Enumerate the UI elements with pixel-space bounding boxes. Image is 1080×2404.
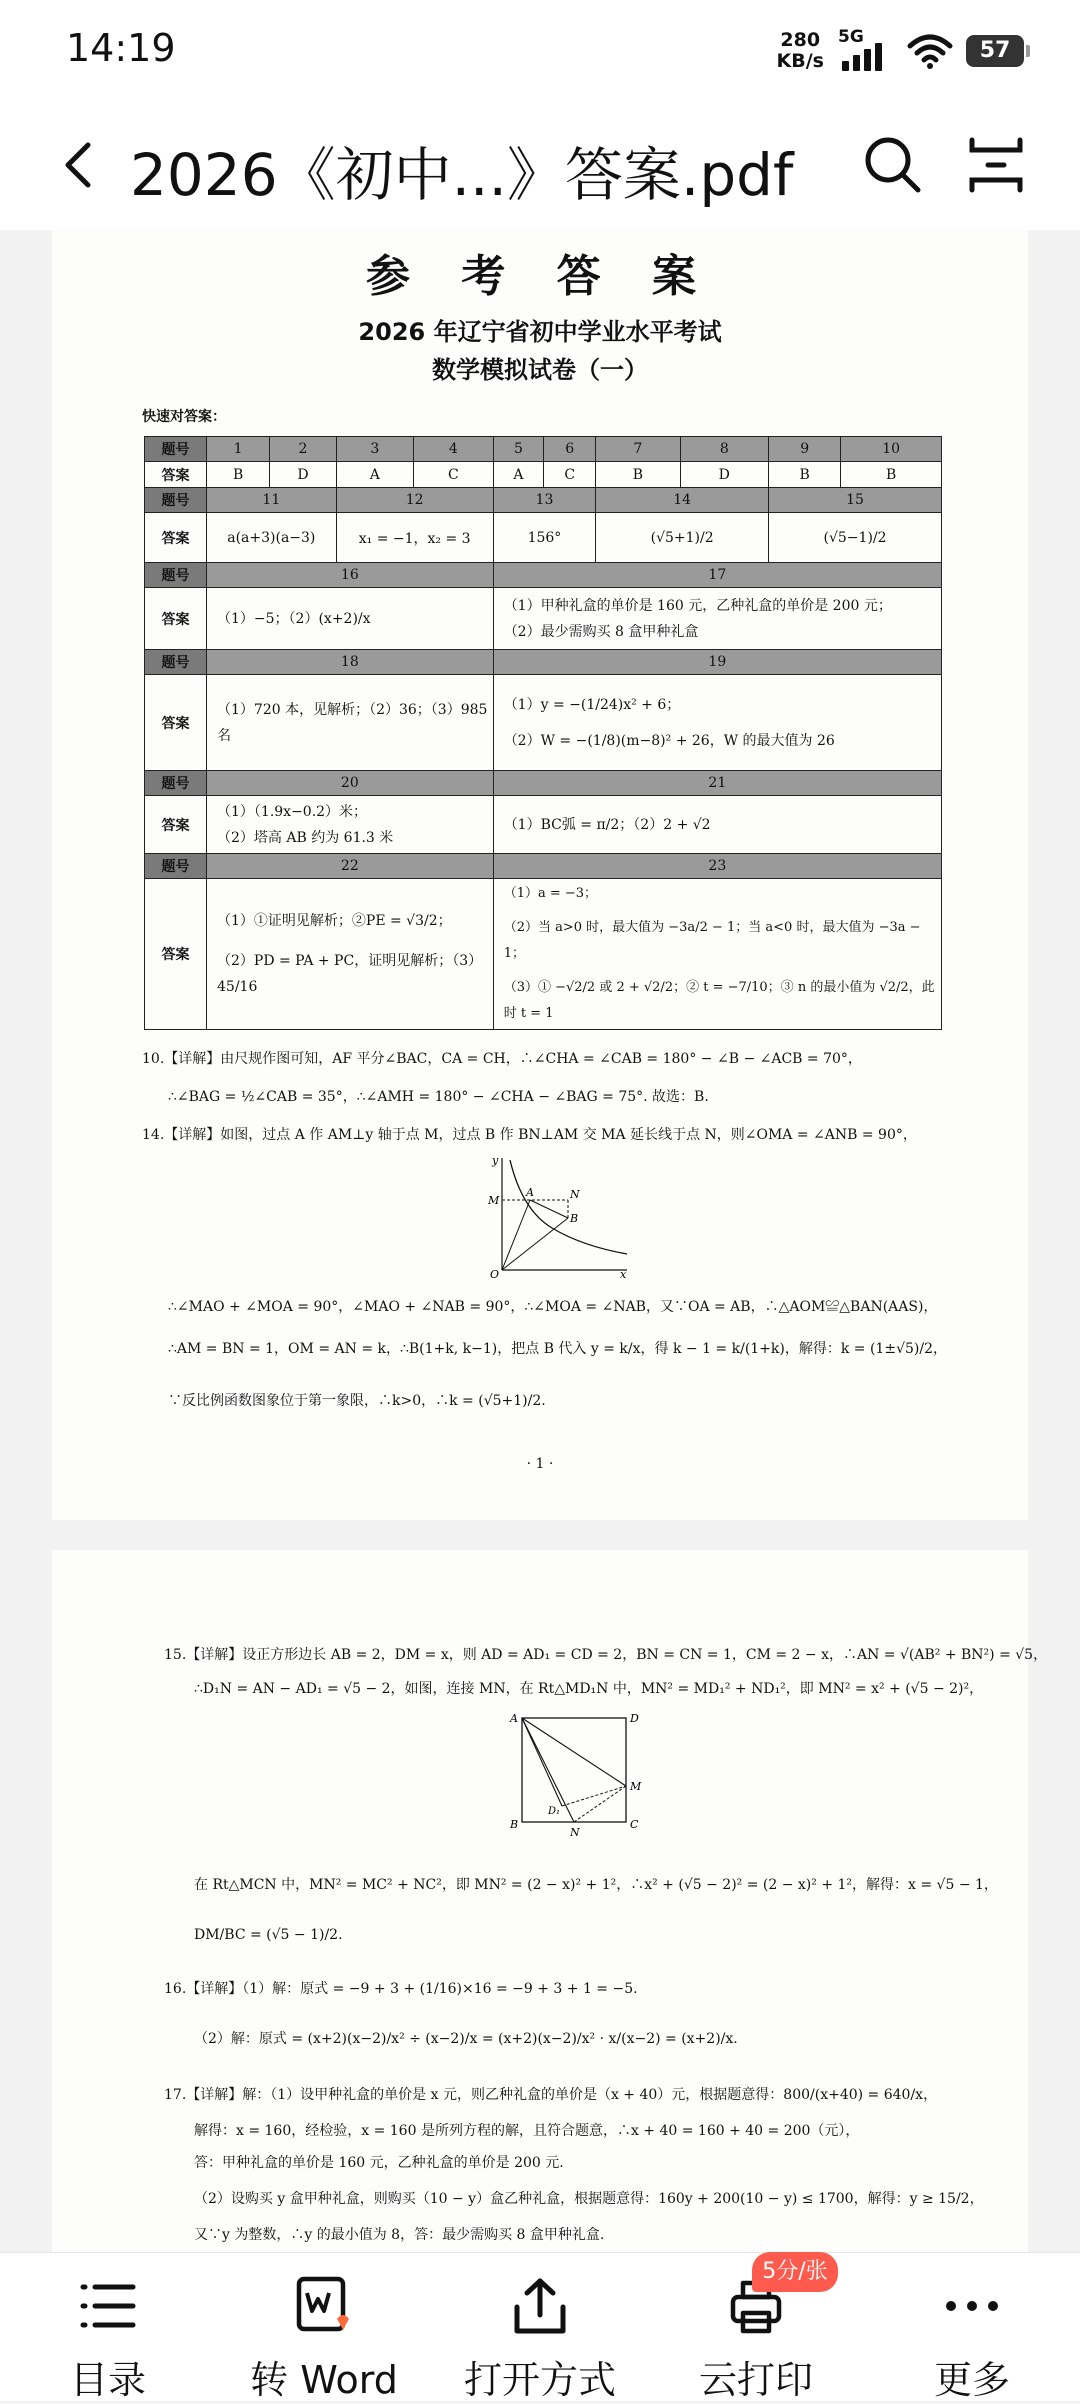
svg-text:D: D	[630, 1712, 639, 1725]
price-badge: 5分/张	[752, 2252, 838, 2292]
figure-15-square	[502, 1710, 642, 1840]
svg-text:D₁: D₁	[548, 1806, 561, 1817]
list-icon	[75, 2273, 141, 2339]
status-bar	[0, 0, 1080, 100]
toolbar-contents-button[interactable]: 目录	[8, 2253, 208, 2402]
solution-14-line-2: ∴∠MAO + ∠MOA = 90°，∠MAO + ∠NAB = 90°，∴∠MOA = ∠NAB，又∵OA = AB，∴△AOM≌△BAN(AAS)，	[168, 1299, 938, 1315]
table-row: 题号 16 17	[145, 563, 942, 588]
solution-14-line-4: ∵反比例函数图象位于第一象限，∴k>0，∴k = (√5+1)/2.	[168, 1393, 546, 1409]
svg-text:O: O	[490, 1268, 500, 1281]
document-title: 2026《初中...》答案.pdf	[130, 141, 794, 209]
answer-table	[144, 436, 942, 1030]
search-button[interactable]	[860, 132, 924, 196]
svg-text:B: B	[510, 1818, 519, 1831]
wifi-icon	[908, 32, 952, 70]
table-row: 答案 （1）720 本，见解析；（2）36；（3）985 名 （1）y = −(1/24)x² + 6； （2）W = −(1/8)(m−8)² + 26，W 的最大值为 26	[145, 675, 942, 771]
back-button[interactable]	[50, 135, 110, 195]
table-row: 答案 （1）①证明见解析；②PE = √3/2； （2）PD = PA + PC，证明见解析；（3）45/16 （1）a = −3； （2）当 a>0 时，最大值为 −3a/2 − 1；当 a<0 时，最大值为 −3a − 1； （3）① −√2/2 或 2 + √2/2；② t = −7/10；③ n 的最小值为 √2/2，此时 t = 1	[145, 879, 942, 1030]
svg-text:A: A	[510, 1712, 518, 1725]
svg-text:y: y	[492, 1154, 499, 1167]
table-row: 答案 a(a+3)(a−3) x₁ = −1，x₂ = 3 156° (√5+1)/2 (√5−1)/2	[145, 513, 942, 563]
solution-10-line-1: 10.【详解】由尺规作图可知，AF 平分∠BAC，CA = CH，∴∠CHA = ∠CAB = 180° − ∠B − ∠ACB = 70°，	[142, 1051, 862, 1067]
table-row: 题号 20 21	[145, 771, 942, 796]
solution-16-line-1: 16.【详解】（1）解：原式 = −9 + 3 + (1/16)×16 = −9 + 3 + 1 = −5.	[164, 1981, 638, 1997]
page-heading: 参 考 答 案	[366, 251, 714, 302]
solution-15-line-2: ∴D₁N = AN − AD₁ = √5 − 2，如图，连接 MN，在 Rt△MD₁N 中，MN² = MD₁² + ND₁²，即 MN² = x² + (√5 − 2)²，	[194, 1681, 984, 1697]
exam-subtitle: 数学模拟试卷（一）	[432, 356, 648, 384]
solution-10-line-2: ∴∠BAG = ½∠CAB = 35°，∴∠AMH = 180° − ∠CHA − ∠BAG = 75°. 故选：B.	[168, 1089, 709, 1105]
solution-15-line-4: DM/BC = (√5 − 1)/2.	[194, 1927, 343, 1943]
signal-icon	[838, 27, 894, 71]
solution-14-line-3: ∴AM = BN = 1，OM = AN = k，∴B(1+k, k−1)，把点 B 代入 y = k/x，得 k − 1 = k/(1+k)，解得：k = (1±√5)/2，	[168, 1341, 947, 1357]
toolbar-cloud-print-button[interactable]: 云打印	[656, 2253, 856, 2402]
expand-icon	[972, 140, 1020, 190]
network-speed: 280 KB/s	[776, 29, 824, 72]
table-row: 答案 B D A C A C B D B B	[145, 462, 942, 488]
table-row: 题号 1 2 3 4 5 6 7 8 9 10	[145, 437, 942, 462]
solution-17-line-3: 答：甲种礼盒的单价是 160 元，乙种礼盒的单价是 200 元.	[194, 2155, 564, 2171]
toolbar-to-word-button[interactable]: 转 Word	[224, 2253, 424, 2402]
quick-answer-label: 快速对答案：	[142, 409, 226, 425]
page-number: · 1 ·	[526, 1456, 554, 1472]
table-row: 答案 （1）（1.9x−0.2）米； （2）塔高 AB 约为 61.3 米 （1）BC弧 = π/2；（2）2 + √2	[145, 796, 942, 854]
svg-text:N: N	[570, 1188, 580, 1201]
status-icons	[777, 26, 1024, 76]
more-icon	[939, 2273, 1005, 2339]
svg-text:M: M	[488, 1194, 500, 1207]
solution-15-line-1: 15.【详解】设正方形边长 AB = 2，DM = x，则 AD = AD₁ = CD = 2，BN = CN = 1，CM = 2 − x，∴AN = √(AB² + BN²) = √5，	[164, 1647, 1048, 1663]
table-row: 答案 （1）−5；（2）(x+2)/x （1）甲种礼盒的单价是 160 元，乙种礼盒的单价是 200 元； （2）最少需购买 8 盒甲种礼盒	[145, 588, 942, 650]
svg-text:M: M	[630, 1780, 642, 1793]
solution-17-line-4: （2）设购买 y 盒甲种礼盒，则购买（10 − y）盒乙种礼盒，根据题意得：160y + 200(10 − y) ≤ 1700，解得：y ≥ 15/2，	[194, 2191, 984, 2207]
pdf-page-1	[52, 230, 1028, 1520]
solution-14-line-1: 14.【详解】如图，过点 A 作 AM⊥y 轴于点 M，过点 B 作 BN⊥AM 交 MA 延长线于点 N，则∠OMA = ∠ANB = 90°，	[142, 1127, 917, 1143]
solution-16-line-2: （2）解：原式 = (x+2)(x−2)/x² ÷ (x−2)/x = (x+2)(x−2)/x² · x/(x−2) = (x+2)/x.	[194, 2031, 738, 2047]
solution-17-line-1: 17.【详解】解：（1）设甲种礼盒的单价是 x 元，则乙种礼盒的单价是（x + 40）元，根据题意得：800/(x+40) = 640/x，	[164, 2087, 938, 2103]
table-row: 题号 11 12 13 14 15	[145, 488, 942, 513]
share-icon	[507, 2273, 573, 2339]
solution-15-line-3: 在 Rt△MCN 中，MN² = MC² + NC²，即 MN² = (2 − x)² + 1²，∴x² + (√5 − 2)² = (2 − x)² + 1²，解得：x = √5 − 1，	[194, 1877, 998, 1893]
pdf-viewer[interactable]	[0, 230, 1080, 2252]
network-type: 5G	[838, 27, 864, 47]
svg-text:A: A	[526, 1186, 534, 1199]
expand-button[interactable]	[966, 136, 1026, 194]
svg-text:x: x	[620, 1268, 627, 1281]
toolbar-open-with-button[interactable]: 打开方式	[440, 2253, 640, 2402]
svg-text:B: B	[570, 1212, 579, 1225]
search-icon	[868, 140, 918, 190]
table-row: 题号 18 19	[145, 650, 942, 675]
figure-14-graph	[482, 1150, 632, 1280]
title-bar	[0, 100, 1080, 230]
battery-icon: 57	[966, 35, 1024, 67]
solution-17-line-5: 又∵y 为整数，∴y 的最小值为 8，答：最少需购买 8 盒甲种礼盒.	[194, 2227, 605, 2243]
svg-text:C: C	[630, 1818, 639, 1831]
convert-word-icon	[291, 2273, 357, 2339]
bottom-toolbar	[0, 2252, 1080, 2401]
chevron-left-icon	[68, 145, 88, 185]
status-time: 14:19	[66, 26, 176, 70]
exam-title: 2026 年辽宁省初中学业水平考试	[358, 318, 722, 346]
toolbar-more-button[interactable]: 更多	[872, 2253, 1072, 2402]
svg-text:N: N	[570, 1826, 580, 1839]
solution-17-line-2: 解得：x = 160，经检验，x = 160 是所列方程的解，且符合题意，∴x + 40 = 160 + 40 = 200（元），	[194, 2123, 860, 2139]
pdf-page-2	[52, 1550, 1048, 2270]
table-row: 题号 22 23	[145, 854, 942, 879]
